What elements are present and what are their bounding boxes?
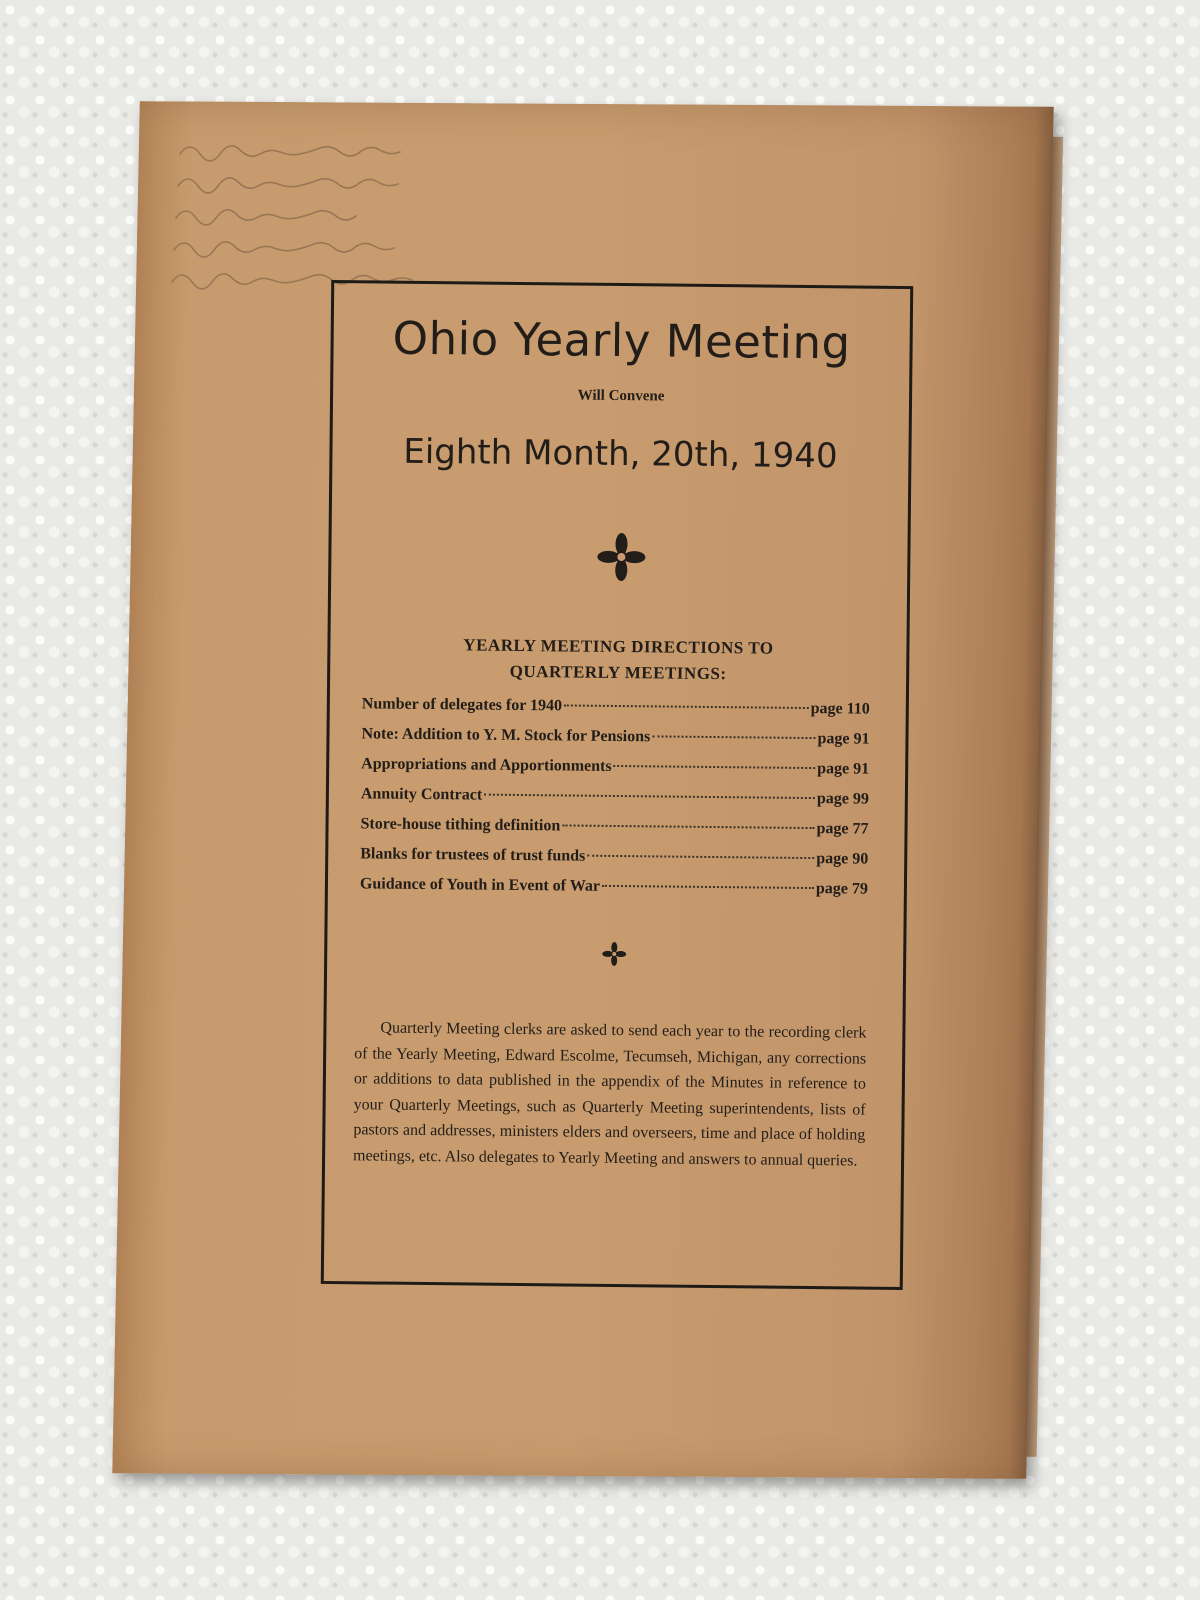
item-label: Blanks for trustees of trust funds bbox=[360, 845, 586, 865]
item-page: page 90 bbox=[816, 850, 869, 868]
item-page: page 110 bbox=[810, 700, 870, 718]
dot-leader bbox=[652, 735, 815, 739]
dot-leader bbox=[562, 824, 814, 829]
dot-leader bbox=[484, 794, 815, 799]
fleuron-ornament-icon bbox=[595, 531, 648, 584]
item-page: page 91 bbox=[817, 730, 870, 748]
list-item bbox=[360, 875, 868, 910]
item-page: page 91 bbox=[817, 760, 870, 778]
clerk-notice: Quarterly Meeting clerks are asked to send each year to the recording clerk of the Yearly Meeting, Edward Escolme, Tecumseh, Michigan, any corrections or additions to data published in the appendix of the Minutes in reference to your Quarterly Meetings, such as Quarterly Meeting superintendents, lists of pastors and addresses, ministers elders and overseers, time and place of holding meetings, etc. Also delegates to Yearly Meeting and answers to annual queries. bbox=[353, 1019, 867, 1170]
page-title: Ohio Yearly Meeting bbox=[392, 311, 851, 370]
booklet-spine-edge bbox=[1025, 137, 1063, 1457]
directions-heading-line1: YEARLY MEETING DIRECTIONS TO bbox=[463, 635, 774, 658]
dot-leader bbox=[614, 765, 816, 769]
item-label: Note: Addition to Y. M. Stock for Pensions bbox=[361, 725, 651, 746]
notice-frame bbox=[321, 280, 913, 1290]
handwritten-note bbox=[170, 124, 470, 304]
item-label: Appropriations and Apportionments bbox=[361, 755, 612, 775]
item-label: Annuity Contract bbox=[360, 785, 483, 804]
item-label: Guidance of Youth in Event of War bbox=[359, 875, 601, 895]
directions-heading-line2: QUARTERLY MEETINGS: bbox=[509, 661, 727, 684]
item-label: Number of delegates for 1940 bbox=[361, 695, 563, 715]
item-page: page 99 bbox=[816, 790, 869, 808]
item-page: page 77 bbox=[816, 820, 869, 838]
item-page: page 79 bbox=[815, 880, 869, 898]
small-fleuron-icon bbox=[601, 941, 627, 967]
directions-list bbox=[360, 695, 870, 910]
meeting-date: Eighth Month, 20th, 1940 bbox=[403, 431, 838, 477]
subtitle: Will Convene bbox=[577, 387, 665, 405]
dot-leader bbox=[564, 704, 809, 709]
item-label: Store-house tithing definition bbox=[360, 815, 561, 835]
dot-leader bbox=[587, 855, 814, 859]
dot-leader bbox=[602, 885, 814, 889]
directions-heading bbox=[330, 631, 907, 689]
